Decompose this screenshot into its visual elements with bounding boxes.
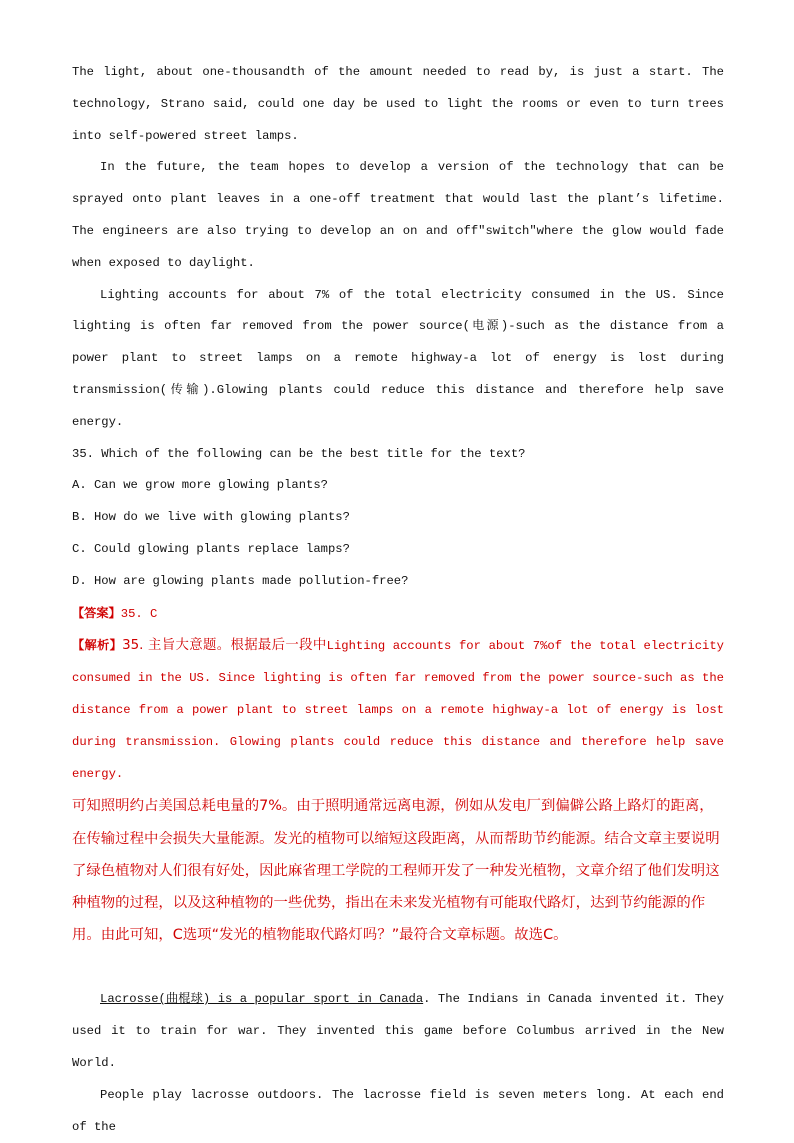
passage2-paragraph-2: People play lacrosse outdoors. The lacrosse field is seven meters long. At each end of the (72, 1087, 724, 1134)
paragraph-2: In the future, the team hopes to develop a version of the technology that can be sprayed onto plant leaves in a one-off treatment that would last the plant’s lifetime. The engineers are also trying to develop an on and off"switch"where the glow would fade when exposed to daylight. (72, 160, 724, 270)
paragraph-1: The light, about one-thousandth of the amount needed to read by, is just a start. The technology, Strano said, could one day be used to light the rooms or even to turn trees into self-powered street lamps. (72, 65, 724, 143)
document-page (72, 57, 724, 1143)
answer-line (72, 598, 724, 631)
analysis-lead: 35. 主旨大意题。根据最后一段中 (122, 638, 327, 654)
analysis-tag: 【解析】 (72, 638, 123, 653)
answer-value: 35. C (120, 606, 158, 621)
answer-tag: 【答案】 (72, 605, 121, 620)
option-b: B. How do we live with glowing plants? (72, 510, 350, 525)
section-gap (72, 951, 724, 984)
option-c: C. Could glowing plants replace lamps? (72, 541, 350, 556)
analysis-explanation: 可知照明约占美国总耗电量的7%。由于照明通常远离电源，例如从发电厂到偏僻公路上路灯的距离，在传输过程中会损失大量能源。发光的植物可以缩短这段距离，从而帮助节约能源。结合文章主要说明了绿色植物对人们很有好处，因此麻省理工学院的工程师开发了一种发光植物，文章介绍了他们发明这种植物的过程，以及这种植物的一些优势，指出在未来发光植物有可能取代路灯，达到节约能源的作用。由此可知，C选项“发光的植物能取代路灯吗？”最符合文章标题。故选C。 (72, 798, 720, 944)
analysis-quote-block (72, 630, 724, 790)
analysis-quote: Lighting accounts for about 7%of the total electricity consumed in the US. Since lighting is often far removed from the power source-such as the distance from a power plant to street lamps on a remote highway-a lot of energy is lost during transmission. Glowing plants could reduce this distance and therefore help save energy. (72, 639, 724, 781)
paragraph-3: Lighting accounts for about 7% of the total electricity consumed in the US. Since lighting is often far removed from the power source(电源)-such as the distance from a power plant to street lamps on a remote highway-a lot of energy is lost during transmission(传输).Glowing plants could reduce this distance and therefore help save energy. (72, 287, 724, 429)
passage2-paragraph-1 (72, 984, 724, 1079)
option-d: D. How are glowing plants made pollution-free? (72, 573, 409, 588)
passage2-p1-rest: . The Indians in Canada invented it. They used it to train for war. They invented this game before Columbus arrived in the New World. (72, 992, 724, 1070)
question-stem: 35. Which of the following can be the best title for the text? (72, 446, 526, 461)
option-a: A. Can we grow more glowing plants? (72, 478, 328, 493)
analysis-block (72, 630, 724, 951)
underlined-phrase: Lacrosse(曲棍球) is a popular sport in Canada (100, 992, 424, 1007)
